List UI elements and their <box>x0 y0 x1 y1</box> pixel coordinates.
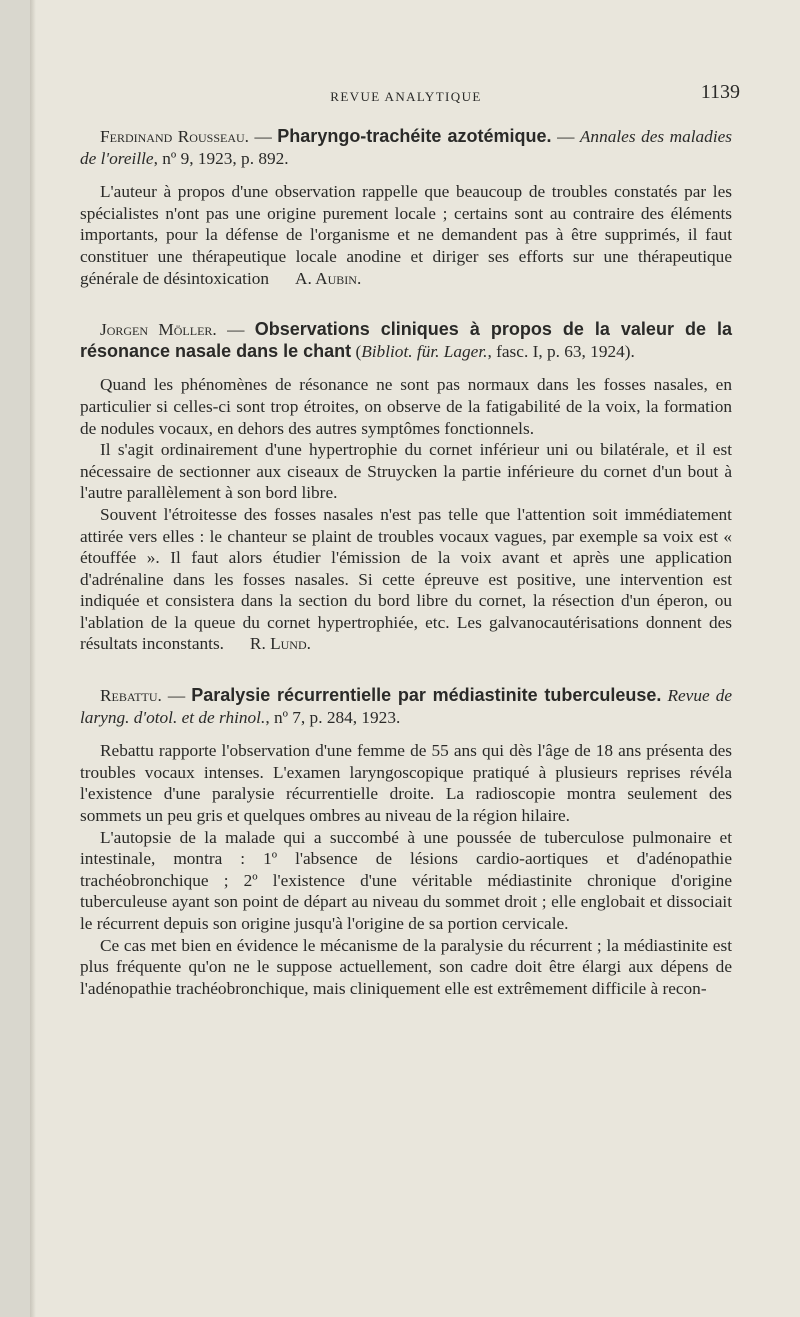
separator: — <box>551 127 580 146</box>
page-edge-shadow <box>30 0 36 1317</box>
review-source: Revue de laryng. d'otol. et de rhinol. <box>80 686 733 727</box>
review-author: Ferdinand Rousseau. <box>100 127 249 146</box>
running-header <box>80 81 740 126</box>
review-reference <box>80 685 732 728</box>
review-source: Bibliot. für. Lager. <box>361 341 488 361</box>
review-source-details: , nº 7, p. 284, 1923. <box>265 707 401 727</box>
review-paragraph <box>80 504 732 655</box>
review-source: Annales des maladies de l'oreille <box>80 127 733 168</box>
running-title: REVUE ANALYTIQUE <box>330 89 482 104</box>
review-title: Paralysie récurrentielle par médiastinite tuberculeuse. <box>191 685 662 706</box>
review-reference <box>80 319 732 362</box>
review-source-details: , nº 9, 1923, p. 892. <box>153 148 289 168</box>
separator: — <box>161 686 192 706</box>
paragraph-text: Souvent l'étroitesse des fosses nasales n'est pas telle que l'attention soit immédiatement attirée vers elles : le chanteur se plaint de troubles vocaux vagues, par exemple sa voix est « étouffée ». Il faut alors étudier l'émission de la voix avant et après une application d'adrénaline dans les fosses nasales. Si cette épreuve est positive, une intervention est indiquée et consistera dans la section du bord libre du cornet, la résection d'un éperon, ou l'ablation de la queue du cornet hypertrophiée, etc. Les galvanocautérisations donnent des résultats inconstants. <box>80 504 732 654</box>
review-signature: R. Lund. <box>249 634 311 654</box>
review-paragraph: Rebattu rapporte l'observation d'une femme de 55 ans qui dès l'âge de 18 ans présenta des troubles vocaux intenses. L'examen laryngoscopique pratiqué à plusieurs reprises révéla l'existence d'une paralysie récurrentielle droite. La radioscopie montra seulement des sommets un peu gris et quelques ombres au niveau de la région hilaire. <box>80 741 732 826</box>
review-signature: A. Aubin. <box>294 268 362 288</box>
review-paragraph: Ce cas met bien en évidence le mécanisme de la paralysie du récurrent ; la médiastinite est plus fréquente qu'on ne le suppose actuellement, son cadre doit être élargi aux dépens de l'adénopathie trachéobronchique, mais cliniquement elle est extrêmement difficile à recon- <box>80 935 732 998</box>
review-paragraph: Quand les phénomènes de résonance ne sont pas normaux dans les fosses nasales, en particulier si celles-ci sont trop étroites, on observe de la fatigabilité de la voix, la formation de nodules vocaux, en dehors des autres symptômes fonctionnels. <box>80 375 732 438</box>
page-content <box>80 81 740 999</box>
review-title: Observations cliniques à propos de la valeur de la résonance nasale dans le chant <box>80 319 732 361</box>
review-source-details: , fasc. I, p. 63, 1924). <box>487 341 635 361</box>
page-number: 1139 <box>700 81 740 103</box>
review-reference <box>80 126 732 169</box>
review-moller <box>80 319 732 655</box>
review-author: Jorgen Möller. <box>100 320 217 340</box>
review-paragraph <box>80 181 732 289</box>
separator: ( <box>351 341 362 361</box>
review-paragraph: L'autopsie de la malade qui a succombé à une poussée de tuberculose pulmonaire et intestinale, montra : 1º l'absence de lésions cardio-aortiques et d'adénopathie trachéobronchique ; 2º l'existence d'une véritable médiastinite chronique d'origine tuberculeuse ayant son point de départ au niveau du sommet droit ; elle englobait et dissociait le récurrent depuis son origine jusqu'à l'origine de sa portion cervicale. <box>80 827 732 933</box>
paragraph-text: L'auteur à propos d'une observation rappelle que beaucoup de troubles constatés par les spécialistes n'ont pas une origine purement locale ; certains sont au contraire des éléments importants, pour la défense de l'organisme et ne demandent pas à être supprimés, il faut constituer une thérapeutique locale anodine et diriger ses efforts sur une thérapeutique générale de désintoxication <box>80 182 732 288</box>
review-rebattu <box>80 685 732 999</box>
separator: — <box>248 127 278 146</box>
review-rousseau <box>80 126 732 289</box>
separator: — <box>216 320 255 340</box>
review-paragraph: Il s'agit ordinairement d'une hypertrophie du cornet inférieur uni ou bilatérale, et il est nécessaire de sectionner aux ciseaux de Struycken la partie inférieure du cornet d'un bout à l'autre parallèlement à son bord libre. <box>80 440 732 503</box>
review-author: Rebattu. <box>100 686 162 706</box>
review-title: Pharyngo-trachéite azotémique. <box>277 126 552 146</box>
